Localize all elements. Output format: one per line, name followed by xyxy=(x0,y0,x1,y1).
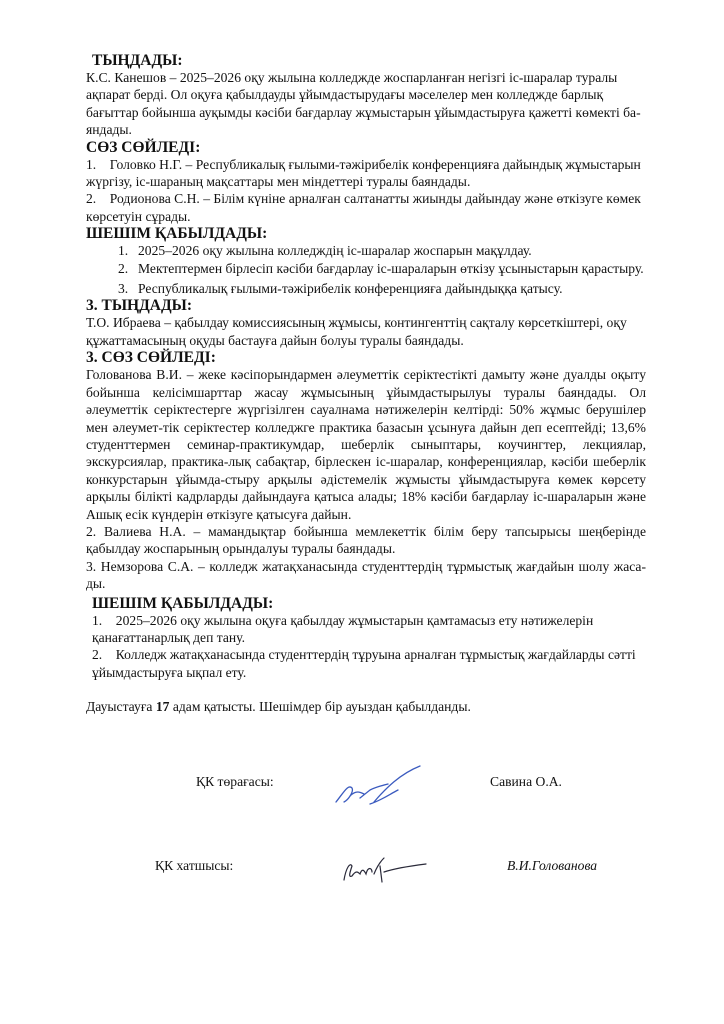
item-number: 3. xyxy=(118,281,129,297)
signature-role: ҚК төрағасы: xyxy=(196,774,274,789)
section-heading-decision: ШЕШІМ ҚАБЫЛДАДЫ: xyxy=(86,225,268,243)
text-line: құжаттамасының оқуды бастауға дайын болуы туралы баяндады. xyxy=(86,332,464,348)
item-text: Колледж жатақханасында студенттердің тұруына арналған тұрмыстық жағдайларды сәтті xyxy=(115,647,636,663)
item-text: 2025–2026 оқу жылына оқуға қабылдау жұмыстарын қамтамасыз ету нәтижелерін xyxy=(115,612,594,628)
decision-list xyxy=(86,242,646,297)
speaker-item-cont: көрсетуін сұрады. xyxy=(86,208,191,224)
item-number: 1. xyxy=(86,156,97,172)
item-number: 2. xyxy=(92,647,103,663)
vote-result xyxy=(86,698,646,715)
decision-3-list xyxy=(86,612,646,682)
section-heading-decision-3: ШЕШІМ ҚАБЫЛДАДЫ: xyxy=(92,594,274,612)
section-heading-listened-3: 3. ТЫҢДАДЫ: xyxy=(86,297,193,315)
item-text: Республикалық ғылыми-тәжірибелік конференцияға дайындыққа қатысу. xyxy=(138,281,563,297)
document-page xyxy=(86,52,646,716)
vote-suffix: адам қатысты. Шешімдер бір ауыздан қабылданды. xyxy=(169,699,471,715)
listened-3-paragraph xyxy=(86,314,646,349)
item-number: 2. xyxy=(86,191,97,207)
decision-item-cont: қанағаттанарлық деп тану. xyxy=(92,629,246,645)
signature-role: ҚК хатшысы: xyxy=(155,858,234,873)
speaker-item xyxy=(86,156,646,173)
signature-secretary-icon xyxy=(340,852,430,888)
speaker-paragraph: 3. Немзорова С.А. – колледж жатақханасында студенттердің тұрмыстық жағдайын шолу жаса-ды. xyxy=(86,558,646,592)
decision-item xyxy=(86,260,646,277)
text-line: ақпарат берді. Ол оқуға қабылдауды ұйымдастырудағы мәселелер мен колледжде барлық xyxy=(86,87,604,103)
item-text: Родионова С.Н. – Білім күніне арналған салтанатты жиынды дайындау және өткізуге көмек xyxy=(109,191,641,207)
item-number: 2. xyxy=(118,260,129,276)
decision-item xyxy=(86,280,646,297)
decision-item-cont: ұйымдастыруға ықпал ету. xyxy=(92,664,247,680)
speakers-list xyxy=(86,156,646,226)
signer-name: Савина О.А. xyxy=(490,774,562,789)
item-text: 2025–2026 оқу жылына колледждің іс-шаралар жоспарын мақұлдау. xyxy=(138,243,532,259)
vote-count: 17 xyxy=(155,699,170,715)
speaker-item-cont: жүргізу, іс-шараның мақсаттары мен міндеттері туралы баяндады. xyxy=(86,174,471,190)
item-number: 1. xyxy=(92,612,103,628)
text-line: К.С. Канешов – 2025–2026 оқу жылына колледжде жоспарланған негізгі іс-шаралар туралы xyxy=(86,70,618,85)
text-line: яндады. xyxy=(86,122,132,138)
vote-prefix: Дауыстауға xyxy=(86,699,156,715)
text-line: Т.О. Ибраева – қабылдау комиссиясының жұмысы, контингенттің сақталу көрсеткіштері, оқу xyxy=(86,315,627,331)
speaker-paragraph: 2. Валиева Н.А. – мамандықтар бойынша мемлекеттік білім беру тапсырысы шеңберінде қабылдау жоспарының орындалуы туралы баяндады. xyxy=(86,523,646,557)
section-heading-spoke-3: 3. СӨЗ СӨЙЛЕДІ: xyxy=(86,349,216,367)
text-line: бағыттар бойынша ауқымды кәсіби бағдарлау жұмыстарын ұйымдастыруға қажетті көмекті ба- xyxy=(86,104,641,120)
listened-paragraph xyxy=(86,69,646,139)
item-text: Головко Н.Г. – Республикалық ғылыми-тәжірибелік конференцияға дайындық жұмыстарын xyxy=(109,156,641,172)
section-heading-listened: ТЫҢДАДЫ: xyxy=(92,52,183,69)
signer-name: В.И.Голованова xyxy=(507,858,598,873)
signature-chairman-icon xyxy=(330,762,430,812)
speaker-paragraph: Голованова В.И. – жеке кәсіпорындармен әлеуметтік серіктестікті дамыту және дуалды оқыту бойынша келісімшарттар жасау жұмысының ұйымдастырылуы туралы баяндады. Ол әлеуметтік серіктестерге жүргізілген сауалнама нәтижелерін келтірді: 50% жұмыс берушілер мен әлеумет-тік серіктестер колледжге практика базасын ұсынуға дайын деп есептейді; 13,6% студенттермен семинар-практикумдар, шеберлік сыныптары, коучингтер, лекциялар, экскурсиялар, практика-лық сабақтар, бірлескен іс-шаралар, конференциялар, кәсіби шеберлік конкурстарын ұйымда-стыру арқылы әдістемелік жұмысты ұйымдастыруға көмек көрсету арқылы білікті кадрларды дайындауға қатыса алады; 18% кәсіби бағдарлау іс-шараларын және Ашық есік күндерін өткізуге қатысуға дайын. xyxy=(86,367,646,522)
speaker-item xyxy=(86,190,646,207)
decision-item xyxy=(92,646,646,663)
decision-item xyxy=(86,242,646,259)
item-text: Мектептермен бірлесіп кәсіби бағдарлау іс-шараларын өткізу ұсыныстарын қарастыру. xyxy=(138,260,644,276)
decision-item xyxy=(92,612,646,629)
item-number: 1. xyxy=(118,243,129,259)
section-heading-spoke: СӨЗ СӨЙЛЕДІ: xyxy=(86,138,201,156)
